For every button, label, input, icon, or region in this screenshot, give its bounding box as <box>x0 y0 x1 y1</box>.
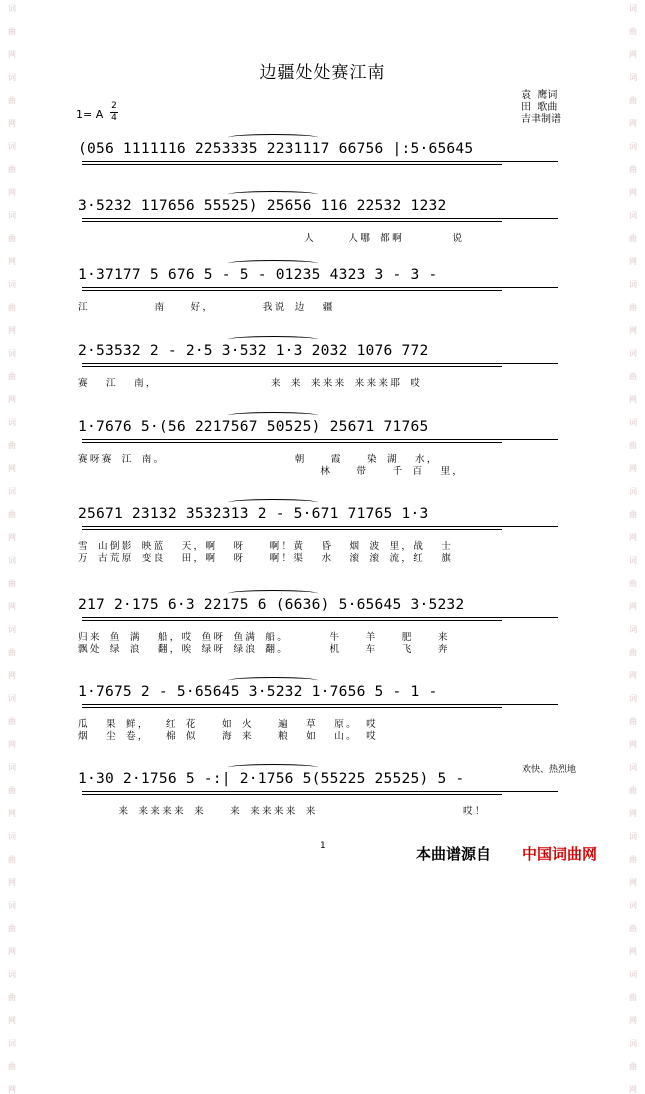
watermark-glyph: 曲 <box>8 234 16 243</box>
notation-text: 1·37177 5 676 5 - 5 - 01235 4323 3 - 3 - <box>78 266 438 283</box>
slur-mark <box>228 191 318 198</box>
watermark-glyph: 词 <box>8 625 16 634</box>
watermark-glyph: 网 <box>8 740 16 749</box>
slur-mark <box>228 336 318 343</box>
lyric-row: 来 来来来来 来 来 来来来来 来 哎！ <box>78 806 487 817</box>
beam-line <box>82 794 502 795</box>
meter-top: 2 <box>111 101 117 111</box>
watermark-glyph: 曲 <box>629 579 637 588</box>
watermark-glyph: 词 <box>8 1039 16 1048</box>
watermark-glyph: 词 <box>629 901 637 910</box>
slur-mark <box>228 590 318 597</box>
score-line <box>78 266 578 338</box>
beam-line <box>82 287 558 288</box>
watermark-glyph: 曲 <box>8 510 16 519</box>
slur-mark <box>228 499 318 506</box>
watermark-glyph: 曲 <box>8 717 16 726</box>
beam-line <box>82 218 558 219</box>
watermark-glyph: 网 <box>629 878 637 887</box>
watermark-glyph: 网 <box>629 50 637 59</box>
watermark-glyph: 网 <box>629 947 637 956</box>
watermark-glyph: 词 <box>8 142 16 151</box>
watermark-glyph: 网 <box>8 1085 16 1094</box>
watermark-glyph: 网 <box>8 809 16 818</box>
composer-credit: 田 歌曲 <box>521 102 558 113</box>
watermark-glyph: 曲 <box>8 27 16 36</box>
score-line <box>78 596 578 668</box>
slur-mark <box>228 134 318 141</box>
watermark-glyph: 网 <box>629 395 637 404</box>
watermark-glyph: 曲 <box>8 1062 16 1071</box>
lyric-row: 江 南 好， 我说 边 疆 <box>78 302 335 313</box>
watermark-glyph: 词 <box>629 625 637 634</box>
watermark-glyph: 词 <box>629 4 637 13</box>
watermark-glyph: 曲 <box>8 579 16 588</box>
notation-text: 25671 23132 3532313 2 - 5·671 71765 1·3 <box>78 505 429 522</box>
score-line <box>78 770 578 842</box>
beam-line <box>82 221 502 222</box>
meter-bottom: 4 <box>111 113 117 123</box>
lyric-row: 烟 尘 卷， 棉 似 海 来 粮 如 山。 哎 <box>78 731 378 742</box>
watermark-glyph: 词 <box>629 211 637 220</box>
watermark-glyph: 曲 <box>629 855 637 864</box>
watermark-glyph: 词 <box>629 763 637 772</box>
watermark-glyph: 曲 <box>629 993 637 1002</box>
lyric-row: 雪 山倒影 映蓝 天，啊 呀 啊！黄 昏 烟 波 里，战 士 <box>78 541 454 552</box>
beam-line <box>82 439 558 440</box>
slur-mark <box>228 764 318 771</box>
notation-text: 1·7676 5·(56 2217567 50525) 25671 71765 <box>78 418 429 435</box>
watermark-glyph: 曲 <box>629 717 637 726</box>
notation-text: 1·7675 2 - 5·65645 3·5232 1·7656 5 - 1 - <box>78 683 438 700</box>
watermark-glyph: 曲 <box>629 27 637 36</box>
watermark-glyph: 网 <box>629 671 637 680</box>
watermark-glyph: 曲 <box>8 303 16 312</box>
watermark-glyph: 曲 <box>629 372 637 381</box>
watermark-glyph: 曲 <box>8 924 16 933</box>
lyric-row: 赛 江 南， 来 来 来来来 来来来耶 哎 <box>78 378 423 389</box>
watermark-glyph: 网 <box>8 395 16 404</box>
watermark-glyph: 曲 <box>8 165 16 174</box>
watermark-glyph: 网 <box>8 119 16 128</box>
watermark-glyph: 曲 <box>629 303 637 312</box>
page-number: 1 <box>320 841 326 851</box>
lyric-row: 万 古荒原 变良 田，啊 呀 啊！渠 水 滚 滚 流，红 旗 <box>78 553 454 564</box>
watermark-glyph: 曲 <box>8 441 16 450</box>
watermark-glyph: 词 <box>629 142 637 151</box>
beam-line <box>82 617 558 618</box>
watermark-glyph: 网 <box>8 50 16 59</box>
lyric-row: 飘处 绿 浪 翻，唉 绿呀 绿浪 翻。 机 车 飞 奔 <box>78 644 450 655</box>
watermark-glyph: 词 <box>8 349 16 358</box>
watermark-glyph: 网 <box>629 464 637 473</box>
lyric-row: 林 带 千 百 里， <box>78 466 465 477</box>
lyric-row: 归来 鱼 满 船，哎 鱼呀 鱼满 船。 牛 羊 肥 来 <box>78 632 450 643</box>
footer-site-name: 中国词曲网 <box>522 845 598 863</box>
watermark-glyph: 网 <box>8 602 16 611</box>
watermark-glyph: 词 <box>629 349 637 358</box>
tempo-marking: 欢快、热烈地 <box>522 765 577 775</box>
time-signature <box>110 102 118 123</box>
watermark-glyph: 曲 <box>8 372 16 381</box>
watermark-glyph: 网 <box>8 947 16 956</box>
watermark-glyph: 词 <box>8 832 16 841</box>
beam-line <box>82 442 502 443</box>
beam-line <box>82 529 502 530</box>
watermark-glyph: 曲 <box>629 96 637 105</box>
watermark-glyph: 词 <box>8 211 16 220</box>
watermark-glyph: 网 <box>629 740 637 749</box>
watermark-glyph: 网 <box>629 257 637 266</box>
lyric-row: 赛呀赛 江 南。 朝 霞 染 湖 水， <box>78 454 439 465</box>
notation-text: (056 1111116 2253335 2231117 66756 |:5·65645 <box>78 140 474 157</box>
watermark-glyph: 网 <box>8 188 16 197</box>
watermark-glyph: 网 <box>8 1016 16 1025</box>
credits <box>521 90 561 126</box>
lyric-row: 瓜 果 鲜， 红 花 如 火 遍 草 原。 哎 <box>78 719 378 730</box>
beam-line <box>82 791 558 792</box>
beam-line <box>82 526 558 527</box>
notation-text: 2·53532 2 - 2·5 3·532 1·3 2032 1076 772 <box>78 342 429 359</box>
beam-line <box>82 620 502 621</box>
beam-line <box>82 704 558 705</box>
watermark-glyph: 网 <box>8 257 16 266</box>
beam-line <box>82 363 558 364</box>
watermark-glyph: 曲 <box>629 648 637 657</box>
lyricist-credit: 袁 鹰词 <box>521 90 558 101</box>
score-line <box>78 197 578 269</box>
watermark-glyph: 曲 <box>629 441 637 450</box>
footer-source-text: 本曲谱源自 <box>416 845 492 863</box>
watermark-glyph: 网 <box>629 326 637 335</box>
watermark-glyph: 曲 <box>8 96 16 105</box>
watermark-glyph: 网 <box>629 188 637 197</box>
slur-mark <box>228 677 318 684</box>
beam-line <box>82 707 502 708</box>
watermark-glyph: 曲 <box>8 648 16 657</box>
watermark-glyph: 网 <box>629 602 637 611</box>
watermark-glyph: 词 <box>629 694 637 703</box>
watermark-glyph: 网 <box>629 533 637 542</box>
watermark-glyph: 曲 <box>629 924 637 933</box>
watermark-glyph: 词 <box>8 73 16 82</box>
watermark-glyph: 词 <box>629 418 637 427</box>
watermark-glyph: 词 <box>629 487 637 496</box>
beam-line <box>82 290 502 291</box>
watermark-glyph: 网 <box>8 326 16 335</box>
watermark-glyph: 词 <box>8 280 16 289</box>
score-line <box>78 683 578 755</box>
score-line <box>78 342 578 414</box>
transcriber-credit: 吉聿制谱 <box>521 114 561 125</box>
score-line <box>78 505 578 577</box>
watermark-glyph: 网 <box>629 119 637 128</box>
watermark-glyph: 网 <box>629 1085 637 1094</box>
watermark-glyph: 词 <box>8 901 16 910</box>
watermark-glyph: 词 <box>629 832 637 841</box>
key-signature: 1= A <box>76 108 104 121</box>
watermark-glyph: 网 <box>629 1016 637 1025</box>
watermark-glyph: 词 <box>8 556 16 565</box>
beam-line <box>82 366 502 367</box>
watermark-glyph: 曲 <box>629 510 637 519</box>
score-line <box>78 418 578 490</box>
lyric-row: 人 人哪 都啊 说 <box>78 233 465 244</box>
watermark-right <box>625 0 641 1094</box>
watermark-glyph: 网 <box>8 878 16 887</box>
song-title: 边疆处处赛江南 <box>259 63 386 83</box>
watermark-glyph: 曲 <box>8 993 16 1002</box>
watermark-glyph: 曲 <box>8 786 16 795</box>
watermark-glyph: 词 <box>629 280 637 289</box>
beam-line <box>82 161 558 162</box>
watermark-glyph: 曲 <box>629 786 637 795</box>
watermark-left <box>4 0 20 1094</box>
watermark-glyph: 网 <box>629 809 637 818</box>
slur-mark <box>228 412 318 419</box>
watermark-glyph: 网 <box>8 533 16 542</box>
notation-text: 3·5232 117656 55525) 25656 116 22532 1232 <box>78 197 447 214</box>
watermark-glyph: 曲 <box>629 1062 637 1071</box>
slur-mark <box>228 260 318 267</box>
watermark-glyph: 曲 <box>629 234 637 243</box>
watermark-glyph: 词 <box>629 1039 637 1048</box>
watermark-glyph: 词 <box>8 763 16 772</box>
watermark-glyph: 词 <box>629 556 637 565</box>
watermark-glyph: 词 <box>8 970 16 979</box>
watermark-glyph: 曲 <box>8 855 16 864</box>
watermark-glyph: 网 <box>8 464 16 473</box>
watermark-glyph: 词 <box>629 73 637 82</box>
watermark-glyph: 网 <box>8 671 16 680</box>
watermark-glyph: 词 <box>629 970 637 979</box>
notation-text: 1·30 2·1756 5 -:| 2·1756 5(55225 25525) 5 - <box>78 770 465 787</box>
notation-text: 217 2·175 6·3 22175 6 (6636) 5·65645 3·5232 <box>78 596 465 613</box>
watermark-glyph: 词 <box>8 694 16 703</box>
watermark-glyph: 词 <box>8 4 16 13</box>
watermark-glyph: 词 <box>8 418 16 427</box>
beam-line <box>82 164 502 165</box>
watermark-glyph: 词 <box>8 487 16 496</box>
watermark-glyph: 曲 <box>629 165 637 174</box>
